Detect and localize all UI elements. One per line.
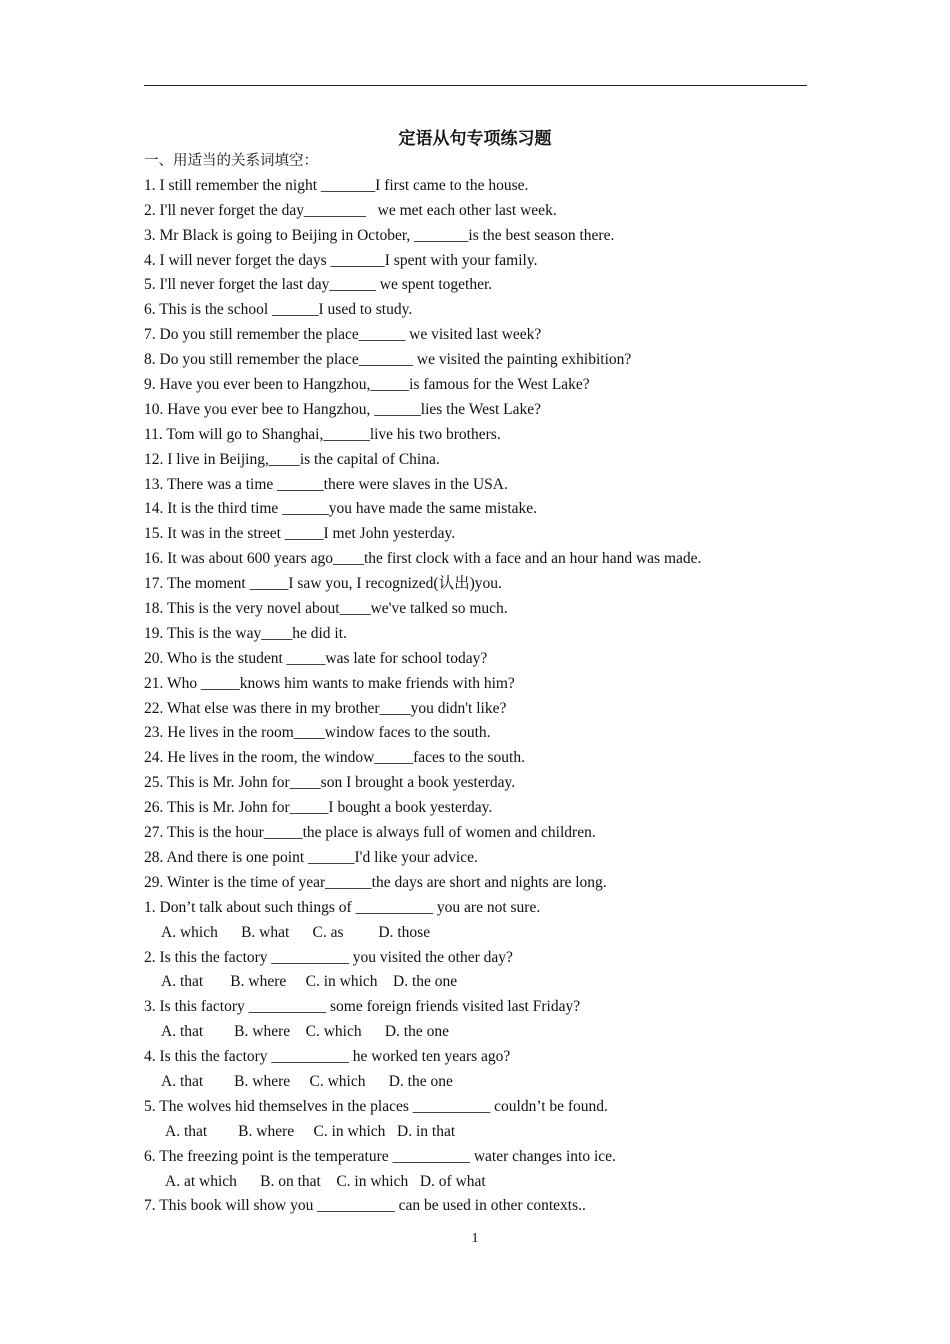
fill-in-item: 3. Mr Black is going to Beijing in October, _______is the best season there. bbox=[144, 226, 615, 244]
choice-question: 3. Is this factory __________ some foreign friends visited last Friday? bbox=[144, 998, 581, 1016]
fill-in-item: 7. Do you still remember the place______ we visited last week? bbox=[144, 326, 542, 344]
fill-in-item: 22. What else was there in my brother____you didn't like? bbox=[144, 699, 507, 717]
fill-in-item: 12. I live in Beijing,____is the capital of China. bbox=[144, 450, 440, 468]
choice-question: 6. The freezing point is the temperature __________ water changes into ice. bbox=[144, 1147, 616, 1165]
fill-in-item: 18. This is the very novel about____we've talked so much. bbox=[144, 600, 508, 618]
exercise-body bbox=[144, 149, 824, 1219]
fill-in-item: 17. The moment _____I saw you, I recognized(认出)you. bbox=[144, 575, 502, 593]
fill-in-item: 19. This is the way____he did it. bbox=[144, 624, 347, 642]
fill-in-item: 16. It was about 600 years ago____the first clock with a face and an hour hand was made. bbox=[144, 550, 702, 568]
fill-in-item: 20. Who is the student _____was late for school today? bbox=[144, 649, 488, 667]
fill-in-item: 8. Do you still remember the place_______ we visited the painting exhibition? bbox=[144, 351, 632, 369]
choice-question: 7. This book will show you __________ can be used in other contexts.. bbox=[144, 1197, 586, 1215]
header-rule bbox=[144, 85, 807, 86]
page-number: 1 bbox=[471, 1231, 479, 1246]
choice-options: A. that B. where C. which D. the one bbox=[161, 1072, 453, 1090]
choice-question: 5. The wolves hid themselves in the places __________ couldn’t be found. bbox=[144, 1097, 608, 1115]
fill-in-item: 26. This is Mr. John for_____I bought a book yesterday. bbox=[144, 799, 493, 817]
fill-in-item: 28. And there is one point ______I'd like your advice. bbox=[144, 848, 478, 866]
fill-in-item: 9. Have you ever been to Hangzhou,_____is famous for the West Lake? bbox=[144, 376, 590, 394]
fill-in-item: 5. I'll never forget the last day______ we spent together. bbox=[144, 276, 493, 294]
choice-options: A. at which B. on that C. in which D. of what bbox=[165, 1172, 486, 1190]
choice-question: 1. Don’t talk about such things of __________ you are not sure. bbox=[144, 898, 541, 916]
fill-in-item: 21. Who _____knows him wants to make friends with him? bbox=[144, 674, 515, 692]
fill-in-item: 4. I will never forget the days _______I spent with your family. bbox=[144, 251, 538, 269]
fill-in-item: 25. This is Mr. John for____son I brought a book yesterday. bbox=[144, 774, 516, 792]
fill-in-item: 13. There was a time ______there were slaves in the USA. bbox=[144, 475, 508, 493]
fill-in-item: 2. I'll never forget the day________ we met each other last week. bbox=[144, 201, 557, 219]
section-heading: 一、用适当的关系词填空： bbox=[144, 153, 318, 169]
fill-in-item: 10. Have you ever bee to Hangzhou, ______lies the West Lake? bbox=[144, 400, 542, 418]
fill-in-item: 27. This is the hour_____the place is always full of women and children. bbox=[144, 824, 596, 842]
fill-in-item: 24. He lives in the room, the window_____faces to the south. bbox=[144, 749, 525, 767]
choice-question: 4. Is this the factory __________ he worked ten years ago? bbox=[144, 1048, 511, 1066]
choice-options: A. that B. where C. in which D. the one bbox=[161, 973, 458, 991]
choice-options: A. that B. where C. which D. the one bbox=[161, 1023, 449, 1041]
choice-options: A. which B. what C. as D. those bbox=[161, 923, 431, 941]
fill-in-item: 11. Tom will go to Shanghai,______live his two brothers. bbox=[144, 425, 501, 443]
fill-in-item: 14. It is the third time ______you have made the same mistake. bbox=[144, 500, 538, 518]
choice-options: A. that B. where C. in which D. in that bbox=[165, 1122, 456, 1140]
fill-in-item: 1. I still remember the night _______I first came to the house. bbox=[144, 176, 529, 194]
fill-in-item: 23. He lives in the room____window faces to the south. bbox=[144, 724, 491, 742]
fill-in-item: 6. This is the school ______I used to study. bbox=[144, 301, 413, 319]
fill-in-item: 15. It was in the street _____I met John yesterday. bbox=[144, 525, 456, 543]
choice-question: 2. Is this the factory __________ you visited the other day? bbox=[144, 948, 513, 966]
page-title: 定语从句专项练习题 bbox=[398, 129, 552, 149]
fill-in-item: 29. Winter is the time of year______the days are short and nights are long. bbox=[144, 873, 607, 891]
